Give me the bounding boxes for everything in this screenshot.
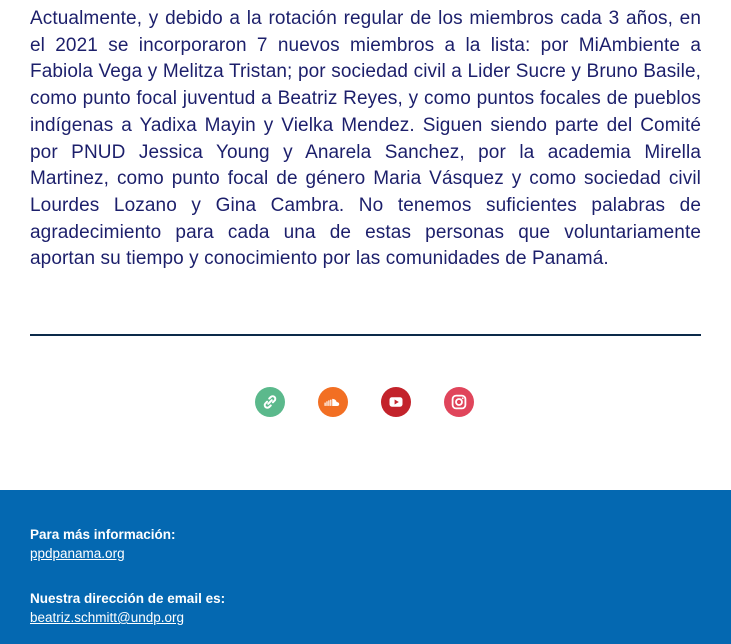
youtube-button[interactable] [381,387,411,417]
article-paragraph: Actualmente, y debido a la rotación regular de los miembros cada 3 años, en el 2021 se incorporaron 7 nuevos miembros a la lista: por MiAmbiente a Fabiola Vega y Melitza Tristan; por sociedad civil a Lider Sucre y Bruno Basile, como punto focal juventud a Beatriz Reyes, y como puntos focales de pueblos indígenas a Yadixa Mayin y Vielka Mendez. Siguen siendo parte del Comité por PNUD Jessica Young y Anarela Sanchez, por la academia Mirella Martinez, como punto focal de género Maria Vásquez y como sociedad civil Lourdes Lozano y Gina Cambra. No tenemos suficientes palabras de agradecimiento para cada una de estas personas que voluntariamente aportan su tiempo y conocimiento por las comunidades de Panamá. [30,8,701,270]
soundcloud-icon [318,387,348,417]
social-links [0,387,731,417]
divider [30,334,701,336]
footer [0,490,731,644]
youtube-icon [381,387,411,417]
website-link-icon [255,387,285,417]
info-heading: Para más información: [30,527,176,542]
instagram-button[interactable] [444,387,474,417]
instagram-icon [444,387,474,417]
email-section [30,589,225,627]
info-section [30,525,176,563]
article-body [30,6,701,273]
email-link[interactable]: beatriz.schmitt@undp.org [30,610,185,625]
website-link-button[interactable] [255,387,285,417]
email-heading: Nuestra dirección de email es: [30,591,226,606]
website-link[interactable]: ppdpanama.org [30,546,125,561]
soundcloud-button[interactable] [318,387,348,417]
